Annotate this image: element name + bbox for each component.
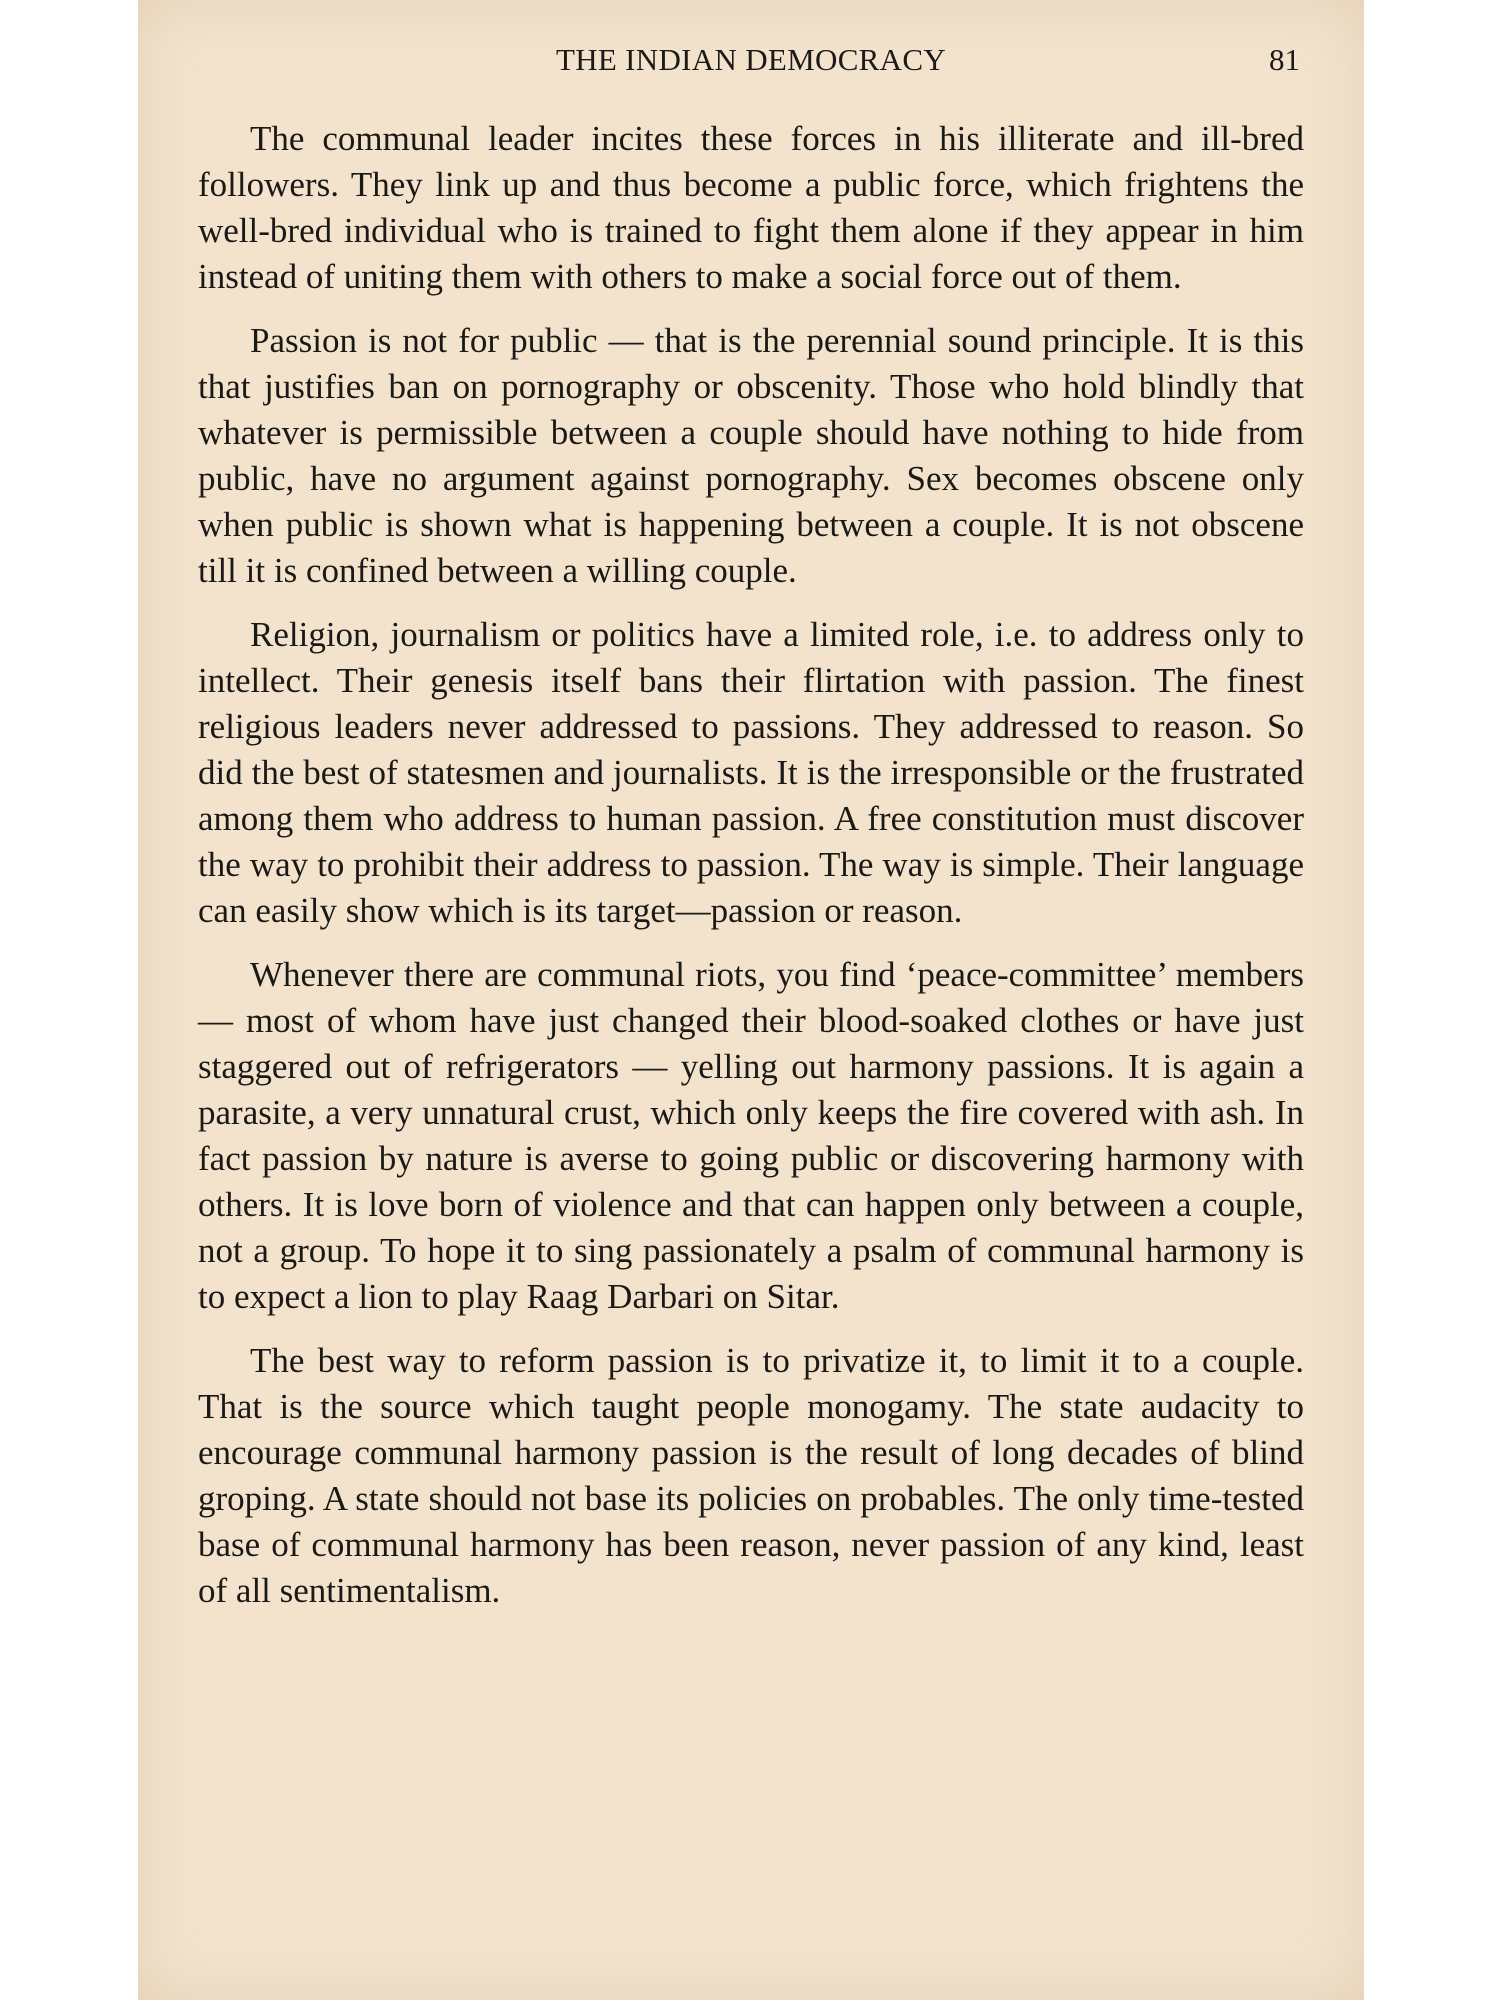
page-number: 81 <box>1269 42 1300 77</box>
body-text <box>198 116 1304 1632</box>
paragraph: Religion, journalism or politics have a limited role, i.e. to address only to intellect. Their genesis itself bans their flirtation with passion. The finest religious leaders never addressed to passions. They addressed to reason. So did the best of statesmen and journalists. It is the irresponsible or the frustrated among them who address to human passion. A free constitution must discover the way to prohibit their address to passion. The way is simple. Their language can easily show which is its target—passion or reason. <box>198 615 1304 930</box>
book-page <box>138 0 1364 2000</box>
paragraph: Whenever there are communal riots, you find ‘peace-committee’ members — most of whom have just changed their blood-soaked clothes or have just staggered out of refrigerators — yelling out harmony passions. It is again a parasite, a very unnatural crust, which only keeps the fire covered with ash. In fact passion by nature is averse to going public or discovering harmony with others. It is love born of violence and that can happen only between a couple, not a group. To hope it to sing passionately a psalm of communal harmony is to expect a lion to play Raag Darbari on Sitar. <box>198 955 1304 1316</box>
paragraph: The best way to reform passion is to privatize it, to limit it to a couple. That is the source which taught people monogamy. The state audacity to encourage communal harmony passion is the result of long decades of blind groping. A state should not base its policies on probables. The only time-tested base of communal harmony has been reason, never passion of any kind, least of all sentimentalism. <box>198 1341 1304 1610</box>
running-title: THE INDIAN DEMOCRACY <box>555 42 947 77</box>
page-header <box>138 42 1364 86</box>
paragraph: The communal leader incites these forces in his illiterate and ill-bred followers. They link up and thus become a public force, which frightens the well-bred individual who is trained to fight them alone if they appear in him instead of uniting them with others to make a social force out of them. <box>198 119 1304 296</box>
paragraph: Passion is not for public — that is the perennial sound principle. It is this that justifies ban on pornography or obscenity. Those who hold blindly that whatever is permissible between a couple should have nothing to hide from public, have no argument against pornography. Sex becomes obscene only when public is shown what is happening between a couple. It is not obscene till it is confined between a willing couple. <box>198 321 1304 590</box>
